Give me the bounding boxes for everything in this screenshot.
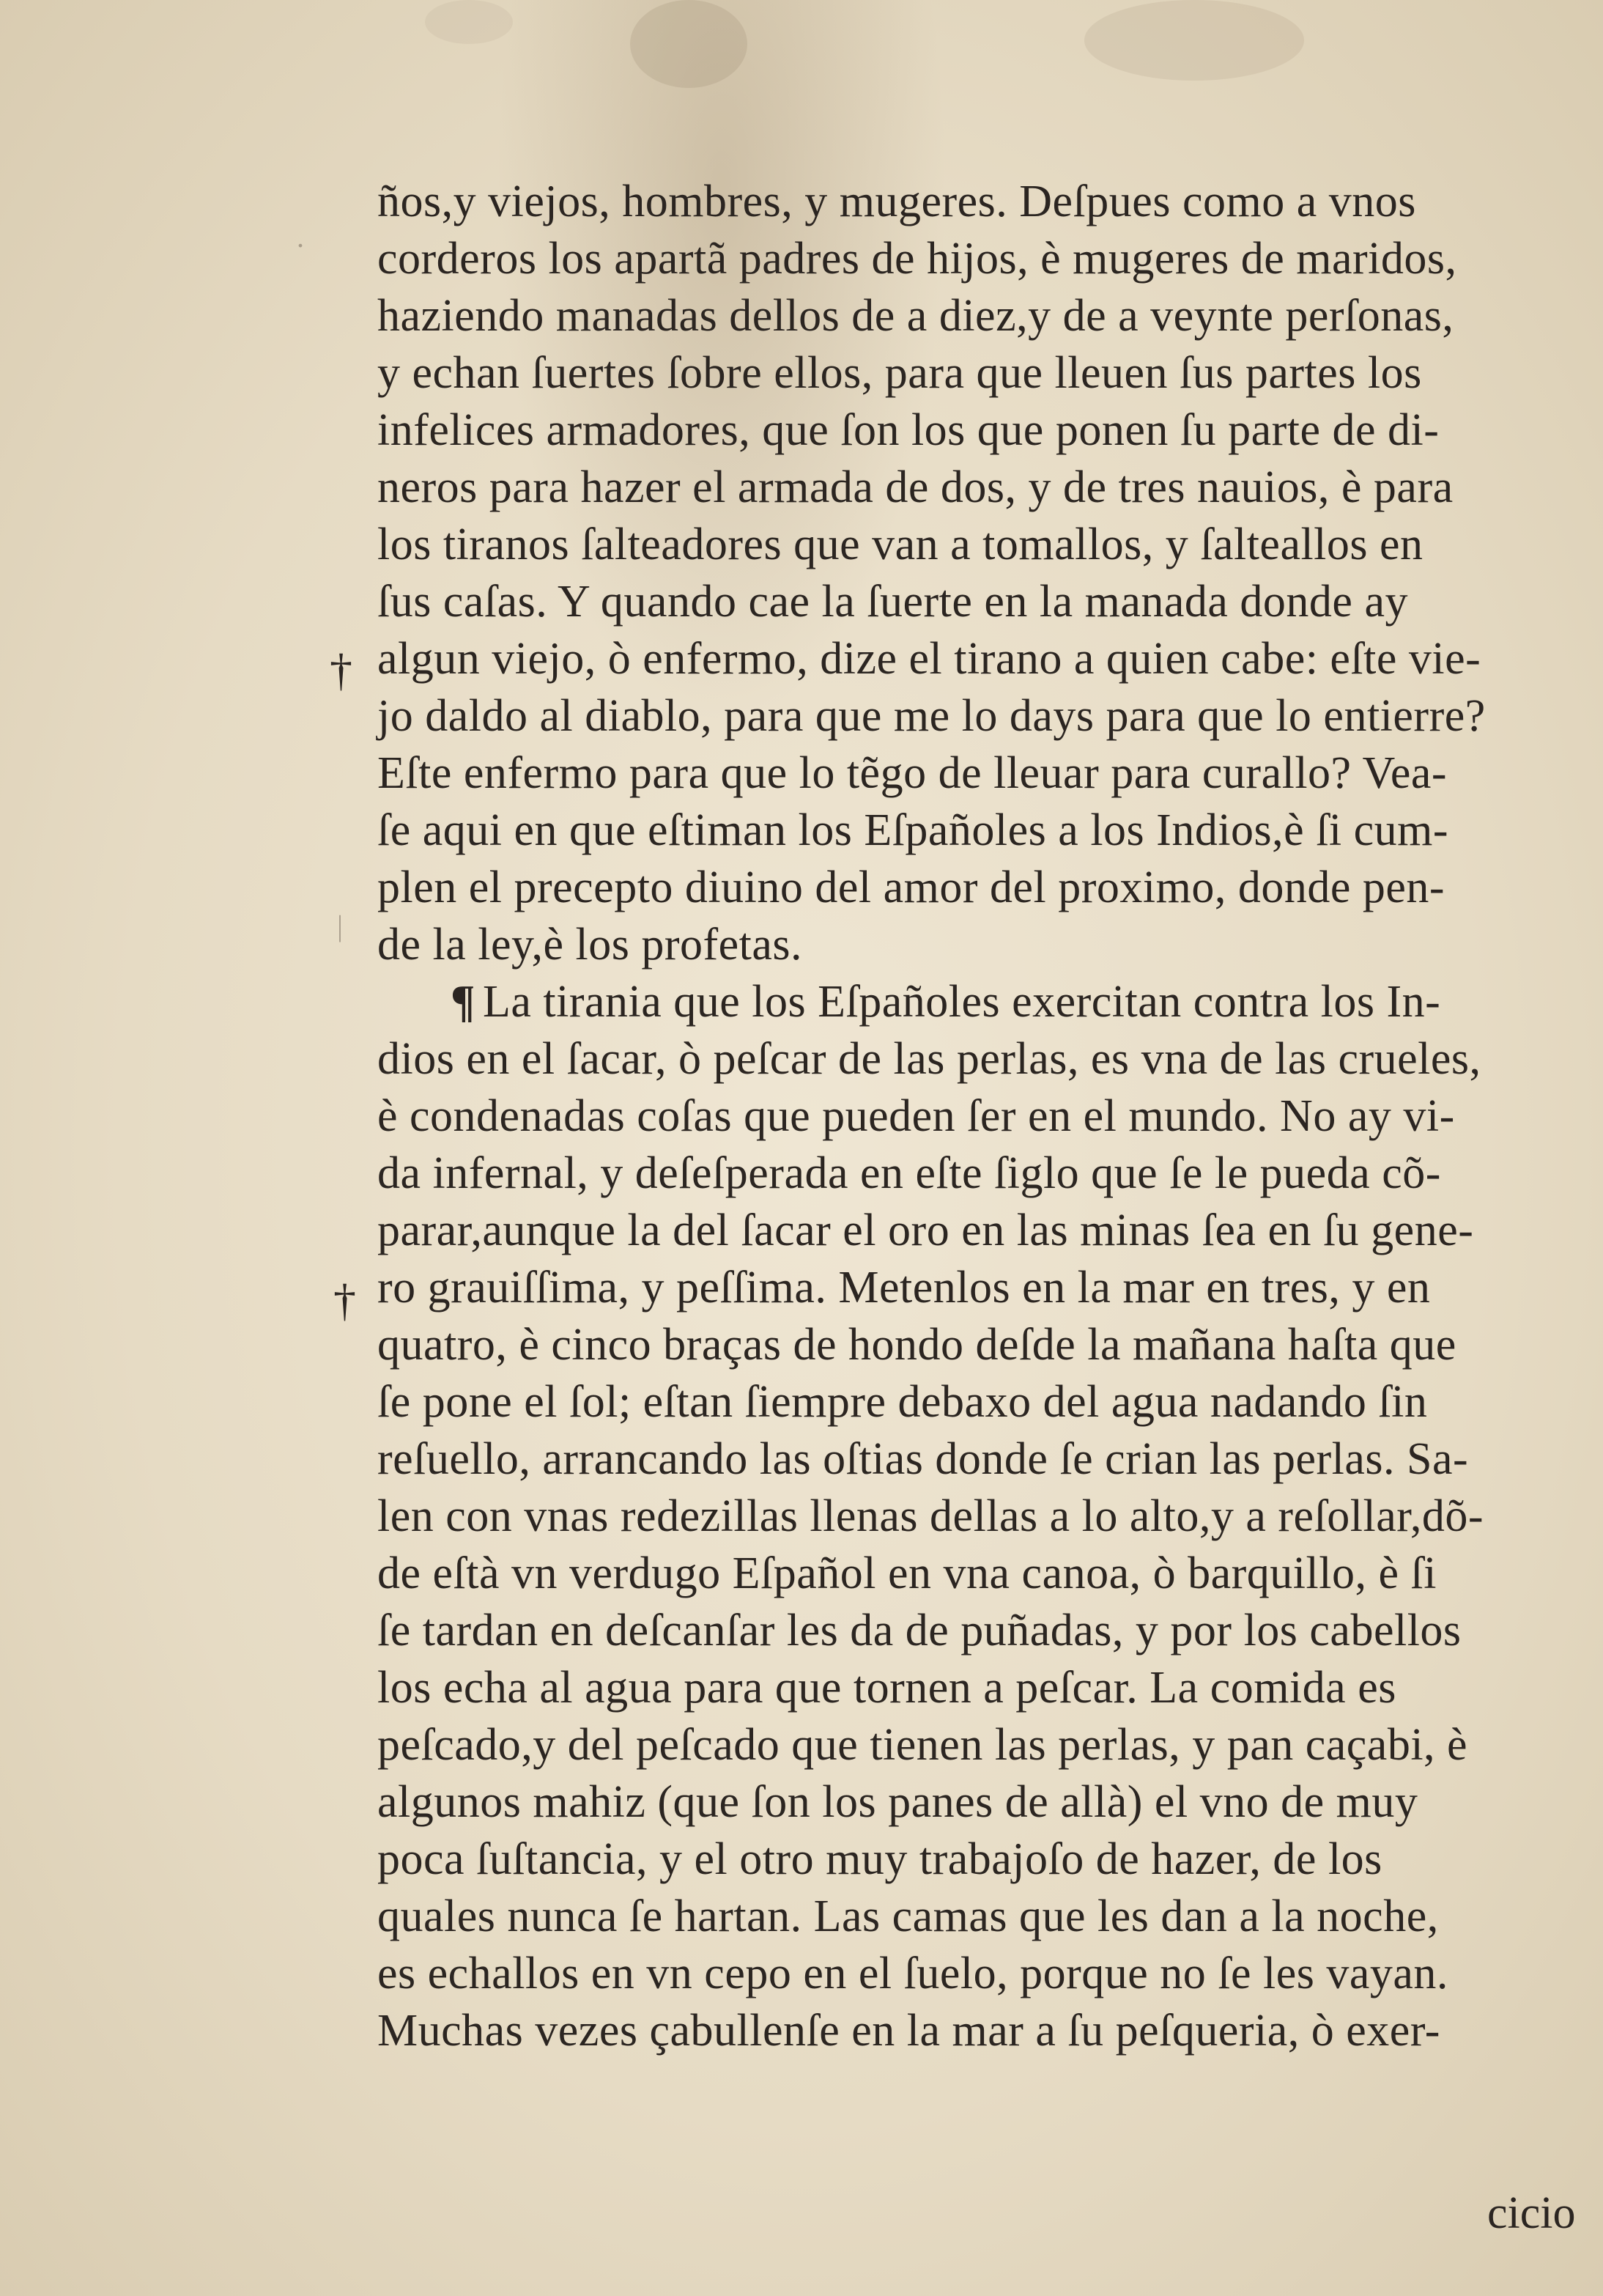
margin-tick: |: [337, 909, 344, 942]
text-line: algun viejo, ò enfermo, dize el tirano a quien cabe: eſte vie-: [377, 634, 1481, 684]
text-line: è condenadas coſas que pueden ſer en el mundo. No ay vi-: [377, 1091, 1455, 1141]
text-line: ños,y viejos, hombres, y mugeres. Deſpues como a vnos: [377, 177, 1416, 226]
text-line: poca ſuſtancia, y el otro muy trabajoſo de hazer, de los: [377, 1834, 1382, 1884]
pilcrow-mark: ¶: [451, 977, 475, 1027]
ink-stain: [630, 0, 747, 88]
text-line: parar,aunque la del ſacar el oro en las minas ſea en ſu gene-: [377, 1206, 1474, 1255]
text-line: La tirania que los Eſpañoles exercitan contra los In-: [482, 977, 1441, 1027]
text-line: reſuello, arrancando las oſtias donde ſe crian las perlas. Sa-: [377, 1434, 1469, 1484]
text-line: len con vnas redezillas llenas dellas a lo alto,y a reſollar,dõ-: [377, 1491, 1484, 1541]
text-line: ſe aqui en que eſtiman los Eſpañoles a los Indios,è ſi cum-: [377, 805, 1449, 855]
text-line: ſe tardan en deſcanſar les da de puñadas, y por los cabellos: [377, 1606, 1462, 1655]
text-line: Muchas vezes çabullenſe en la mar a ſu peſqueria, ò exer-: [377, 2006, 1440, 2056]
margin-dagger-mark: †: [330, 646, 352, 695]
text-line: quales nunca ſe hartan. Las camas que les dan a la noche,: [377, 1891, 1439, 1941]
text-line: neros para hazer el armada de dos, y de tres nauios, è para: [377, 462, 1454, 512]
text-line: dios en el ſacar, ò peſcar de las perlas, es vna de las crueles,: [377, 1034, 1481, 1084]
text-line: y echan ſuertes ſobre ellos, para que lleuen ſus partes los: [377, 348, 1422, 398]
text-line: de eſtà vn verdugo Eſpañol en vna canoa, ò barquillo, è ſi: [377, 1548, 1437, 1598]
catchword: cicio: [1487, 2188, 1576, 2238]
text-line: los tiranos ſalteadores que van a tomallos, y ſalteallos en: [377, 520, 1424, 569]
text-line: da infernal, y deſeſperada en eſte ſiglo que ſe le pueda cõ-: [377, 1148, 1441, 1198]
paragraph-start-line: [451, 976, 1440, 1027]
margin-dagger-mark: †: [333, 1276, 356, 1326]
ink-stain: [1084, 0, 1304, 81]
text-line: jo daldo al diablo, para que me lo days para que lo entierre?: [377, 691, 1486, 741]
text-line: ſus caſas. Y quando cae la ſuerte en la manada donde ay: [377, 577, 1408, 627]
text-line: corderos los apartã padres de hijos, è mugeres de maridos,: [377, 234, 1457, 284]
margin-tick: .: [297, 221, 304, 254]
text-line: ro grauiſſima, y peſſima. Metenlos en la mar en tres, y en: [377, 1263, 1431, 1313]
text-line: de la ley,è los profetas.: [377, 920, 803, 970]
text-line: quatro, è cinco braças de hondo deſde la mañana haſta que: [377, 1320, 1456, 1370]
text-line: peſcado,y del peſcado que tienen las perlas, y pan caçabi, è: [377, 1720, 1468, 1770]
text-line: haziendo manadas dellos de a diez,y de a veynte perſonas,: [377, 291, 1454, 341]
ink-stain: [425, 0, 513, 44]
text-line: algunos mahiz (que ſon los panes de allà) el vno de muy: [377, 1777, 1418, 1827]
text-line: los echa al agua para que tornen a peſcar. La comida es: [377, 1663, 1396, 1713]
text-line: plen el precepto diuino del amor del proximo, donde pen-: [377, 863, 1445, 912]
text-line: infelices armadores, que ſon los que ponen ſu parte de di-: [377, 405, 1440, 455]
text-line: es echallos en vn cepo en el ſuelo, porque no ſe les vayan.: [377, 1949, 1448, 1998]
text-line: ſe pone el ſol; eſtan ſiempre debaxo del agua nadando ſin: [377, 1377, 1428, 1427]
text-line: Eſte enfermo para que lo tẽgo de lleuar para curallo? Vea-: [377, 748, 1448, 798]
